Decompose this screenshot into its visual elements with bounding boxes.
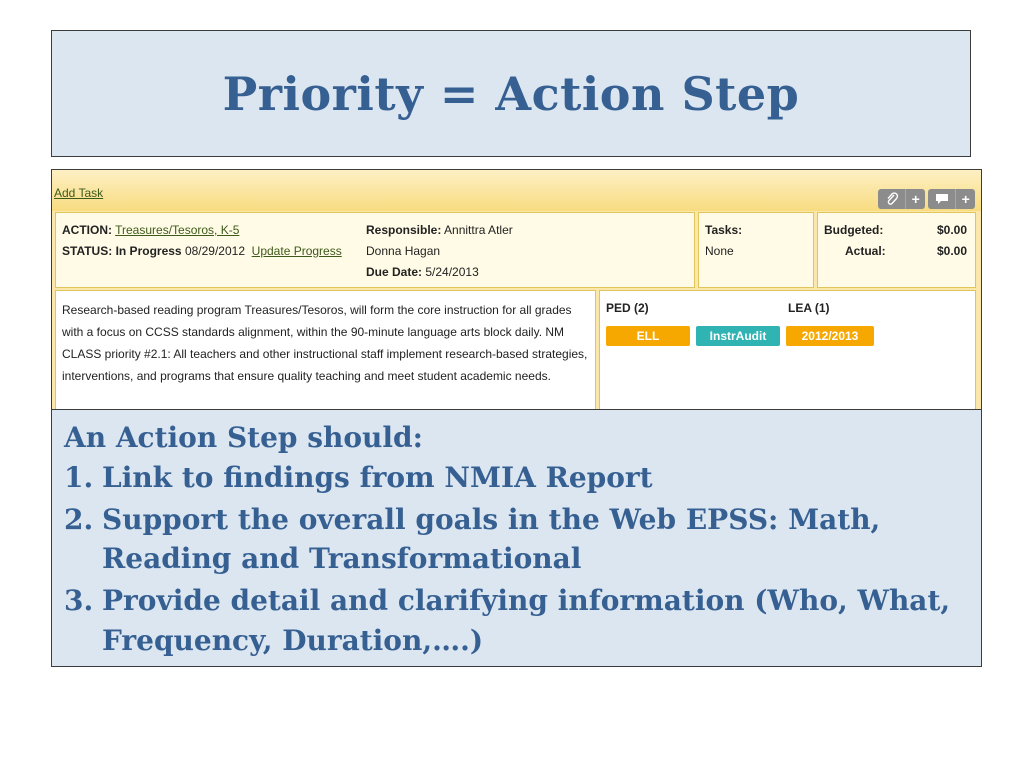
tasks-label: Tasks: — [705, 223, 743, 237]
item-number: 3. — [64, 584, 94, 617]
tasks-cell — [698, 212, 814, 288]
status-value: In Progress — [115, 244, 182, 258]
update-progress-link[interactable]: Update Progress — [251, 244, 342, 258]
item-text: Link to findings from NMIA Report — [102, 461, 653, 494]
budgeted-label: Budgeted: — [824, 223, 884, 237]
guidance-item-3-cont: Frequency, Duration,….) — [102, 624, 484, 657]
action-step-panel — [51, 169, 982, 410]
due-date-label: Due Date: — [366, 265, 423, 279]
action-label: ACTION: — [62, 223, 112, 237]
responsible-label: Responsible: — [366, 223, 442, 237]
add-attachment-button[interactable]: + — [905, 189, 925, 209]
action-cell — [55, 212, 695, 288]
comment-icon[interactable] — [928, 189, 955, 209]
page-title: Priority = Action Step — [222, 66, 800, 121]
guidance-item-2-cont: Reading and Transformational — [102, 542, 582, 575]
title-box — [51, 30, 971, 157]
ped-label: PED (2) — [606, 301, 649, 315]
responsible-name: Annittra Atler — [444, 223, 513, 237]
tag-badge-instraudit[interactable]: InstrAudit — [696, 326, 780, 346]
item-text: Support the overall goals in the Web EPSS: Math, — [102, 503, 881, 536]
action-description: Research-based reading program Treasures/Tesoros, will form the core instruction for all grades with a focus on CCSS standards alignment, within the 90-minute language arts block daily. NM CLASS priority #2.1: All teachers and other instructional staff implement research-based strategies, interventions, and programs that ensure quality teaching and meet student academic needs. — [55, 290, 596, 410]
guidance-heading: An Action Step should: — [64, 421, 423, 454]
tags-cell — [599, 290, 976, 410]
status-line — [62, 243, 342, 259]
budget-cell — [817, 212, 976, 288]
guidance-item-3 — [64, 583, 950, 619]
status-date: 08/29/2012 — [184, 244, 245, 258]
action-line — [62, 222, 239, 238]
tasks-value: None — [705, 244, 734, 258]
actual-label: Actual: — [845, 244, 886, 258]
add-comment-button[interactable]: + — [955, 189, 975, 209]
item-number: 1. — [64, 461, 94, 494]
guidance-box — [51, 409, 982, 667]
add-task-link[interactable]: Add Task — [54, 186, 104, 200]
paperclip-icon[interactable] — [878, 189, 905, 209]
actual-value: $0.00 — [936, 244, 967, 258]
budgeted-value: $0.00 — [936, 223, 967, 237]
panel-header — [52, 170, 981, 211]
due-date-value: 5/24/2013 — [425, 265, 479, 279]
description-row — [55, 290, 976, 410]
tag-badge-ell[interactable]: ELL — [606, 326, 690, 346]
guidance-item-2 — [64, 502, 880, 538]
action-link[interactable]: Treasures/Tesoros, K-5 — [115, 223, 240, 237]
tag-badge-2012-2013[interactable]: 2012/2013 — [786, 326, 874, 346]
responsible-line — [366, 222, 513, 238]
attachment-toolbar-group — [878, 189, 925, 209]
item-text: Provide detail and clarifying information (Who, What, — [102, 584, 951, 617]
item-number: 2. — [64, 503, 94, 536]
responsible-name-2: Donna Hagan — [366, 244, 441, 258]
guidance-item-1 — [64, 460, 653, 496]
due-date-line — [366, 264, 479, 280]
status-label: STATUS: — [62, 244, 113, 258]
lea-label: LEA (1) — [788, 301, 830, 315]
action-details-row — [55, 212, 976, 288]
comment-toolbar-group — [928, 189, 975, 209]
